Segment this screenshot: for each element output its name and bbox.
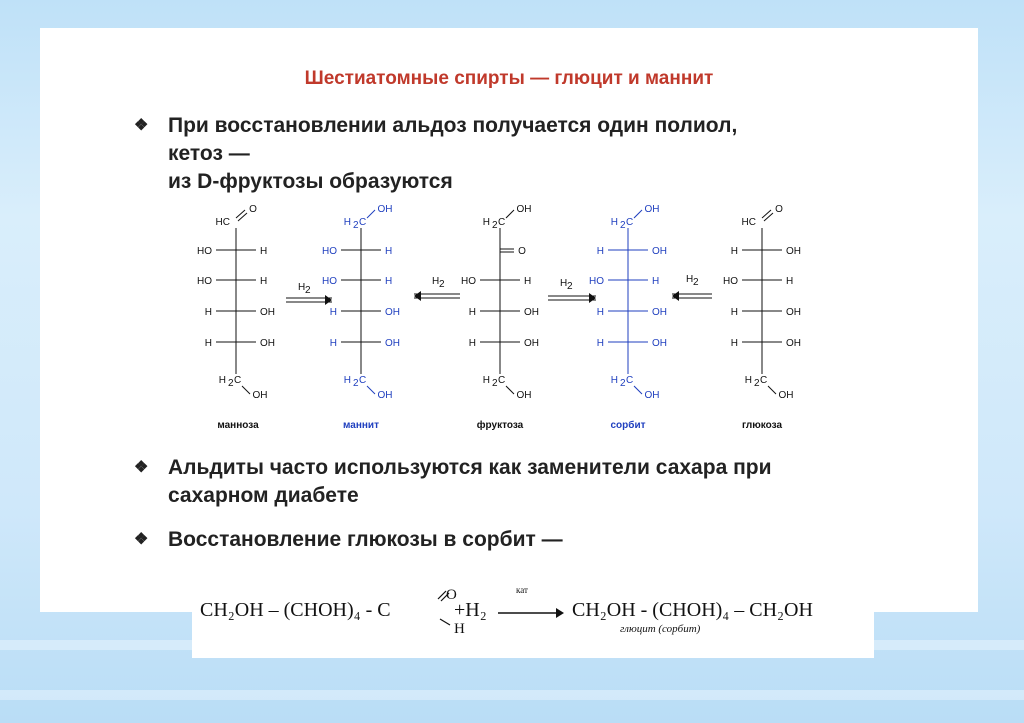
sorbitol-row-right: OH (652, 307, 667, 318)
fructose-top-oh: OH (516, 204, 532, 215)
glucose-bot-sub: 2 (754, 378, 760, 389)
reaction-arrow-icon (496, 605, 566, 621)
mannitol-row-left: HO (322, 276, 337, 287)
mannitol-bot-c: C (359, 375, 367, 386)
equation-plus-h2: +H₂ (454, 599, 487, 621)
bullet-diamond-icon: ❖ (134, 117, 149, 134)
compound-label: сорбит (610, 420, 646, 431)
bullet-1-line-3: из D-фруктозы образуются (168, 170, 453, 193)
sorbitol-row-left: HO (589, 276, 604, 287)
equation-right: CH₂OH - (CHOH)₄ – CH₂OH (572, 599, 813, 621)
fructose-top-sub: 2 (492, 220, 498, 231)
equation-caption: глюцит (сорбит) (620, 623, 701, 635)
glucose-row-left: H (730, 338, 738, 349)
mannose-top-hc: HC (215, 217, 230, 228)
glucose-row-right: OH (786, 338, 801, 349)
sorbitol-top-oh: OH (644, 204, 660, 215)
glucose-co-bond (764, 213, 773, 221)
sorbitol-row-right: OH (652, 338, 667, 349)
glucose-row-left: H (730, 307, 738, 318)
h2-label: H (686, 274, 694, 285)
fructose-top-h: H (482, 217, 490, 228)
arrow-glucose-to-sorbitol-head (672, 291, 679, 301)
mannose-row-left: HO (197, 246, 212, 257)
aldehyde-hydrogen: H (454, 621, 465, 637)
glucose-bot-bond (768, 386, 776, 394)
mannose-row-left: H (204, 307, 212, 318)
aldehyde-oxygen: O (446, 587, 457, 603)
fructose-row-left: HO (461, 276, 476, 287)
sorbitol-bot-c: C (626, 375, 634, 386)
mannitol-top-bond (367, 210, 375, 218)
glucose-row-right: H (786, 276, 794, 287)
mannose-co-bond (236, 210, 245, 218)
bullet-diamond-icon: ❖ (134, 459, 149, 476)
fructose-bot-bond (506, 386, 514, 394)
sorbitol-top-sub: 2 (620, 220, 626, 231)
fructose-top-bond (506, 210, 514, 218)
bullet-3-line-1: Восстановление глюкозы в сорбит — (168, 528, 563, 551)
sorbitol-top-h: H (610, 217, 618, 228)
mannose-co-bond (238, 213, 247, 221)
h2-label-sub: 2 (693, 277, 699, 288)
sorbitol-bot-h: H (610, 375, 618, 386)
fructose-bot-sub: 2 (492, 378, 498, 389)
background-stripe (0, 690, 1024, 700)
sorbitol-row-right: H (652, 276, 660, 287)
fructose-top-c: C (498, 217, 506, 228)
bullet-diamond-icon: ❖ (134, 531, 149, 548)
mannose-row-right: H (260, 276, 268, 287)
fructose-row-right: OH (524, 338, 539, 349)
mannitol-top-c: C (359, 217, 367, 228)
glucose-top-hc: HC (741, 217, 756, 228)
bullet-2-line-2: сахарном диабете (168, 484, 359, 507)
sorbitol-top-bond (634, 210, 642, 218)
mannose-row-left: HO (197, 276, 212, 287)
fructose-row-left: H (468, 338, 476, 349)
glucose-row-left: HO (723, 276, 738, 287)
mannitol-bot-bond (367, 386, 375, 394)
compound-label: глюкоза (741, 420, 783, 431)
mannose-top-o: O (249, 204, 257, 215)
fructose-bot-oh: OH (516, 390, 532, 401)
mannitol-top-sub: 2 (353, 220, 359, 231)
sorbitol-row-left: H (596, 246, 604, 257)
mannose-row-right: OH (260, 338, 275, 349)
mannitol-top-h: H (343, 217, 351, 228)
bullet-1-line-1: При восстановлении альдоз получается один полиол, (168, 114, 738, 137)
mannitol-bot-h: H (343, 375, 351, 386)
sorbitol-row-left: H (596, 307, 604, 318)
glucose-co-bond (762, 210, 771, 218)
mannitol-bot-oh: OH (377, 390, 393, 401)
h2-label: H (298, 282, 306, 293)
h2-label-sub: 2 (567, 281, 573, 292)
compound-label: фруктоза (476, 420, 524, 431)
sorbitol-row-left: H (596, 338, 604, 349)
mannose-bot-sub: 2 (228, 378, 234, 389)
mannitol-row-right: OH (385, 338, 400, 349)
compound-label: маннит (343, 420, 379, 431)
glucose-bot-oh: OH (778, 390, 794, 401)
mannose-row-right: OH (260, 307, 275, 318)
fructose-keto-o: O (518, 246, 526, 257)
mannitol-row-left: H (329, 338, 337, 349)
mannitol-row-right: H (385, 276, 393, 287)
sorbitol-bot-oh: OH (644, 390, 660, 401)
bullet-1-line-2: кетоз — (168, 142, 250, 165)
sorbitol-bot-bond (634, 386, 642, 394)
mannitol-row-right: H (385, 246, 393, 257)
glucose-bot-c: C (760, 375, 768, 386)
reaction-scheme (40, 28, 978, 612)
equation-left: CH₂OH – (CHOH)₄ - C (200, 599, 391, 621)
glucose-row-right: OH (786, 246, 801, 257)
fructose-bot-h: H (482, 375, 490, 386)
mannose-bot-oh: OH (252, 390, 268, 401)
mannitol-bot-sub: 2 (353, 378, 359, 389)
mannitol-row-left: H (329, 307, 337, 318)
slide-title: Шестиатомные спирты — глюцит и маннит (304, 68, 714, 89)
arrow-mannose-to-mannitol-head (325, 295, 332, 305)
glucose-top-o: O (775, 204, 783, 215)
equation-box (192, 585, 874, 658)
sorbitol-row-right: OH (652, 246, 667, 257)
mannose-bot-h: H (218, 375, 226, 386)
slide (40, 28, 978, 612)
arrow-fructose-to-mannitol-head (414, 291, 421, 301)
h2-label-sub: 2 (439, 279, 445, 290)
h2-label: H (560, 278, 568, 289)
mannitol-row-left: HO (322, 246, 337, 257)
mannitol-row-right: OH (385, 307, 400, 318)
sorbitol-bot-sub: 2 (620, 378, 626, 389)
arrow-fructose-to-sorbitol-head (589, 293, 596, 303)
bullet-2-line-1: Альдиты часто используются как заменители сахара при (168, 456, 772, 479)
aldehyde-bonds (426, 589, 456, 629)
glucose-bot-h: H (744, 375, 752, 386)
compound-label: манноза (217, 420, 259, 431)
mannitol-top-oh: OH (377, 204, 393, 215)
fructose-bot-c: C (498, 375, 506, 386)
fructose-row-right: H (524, 276, 532, 287)
fructose-row-right: OH (524, 307, 539, 318)
fructose-row-left: H (468, 307, 476, 318)
mannose-row-left: H (204, 338, 212, 349)
sorbitol-top-c: C (626, 217, 634, 228)
catalyst-label: кат (516, 585, 528, 595)
mannose-bot-bond (242, 386, 250, 394)
mannose-bot-c: C (234, 375, 242, 386)
h2-label-sub: 2 (305, 285, 311, 296)
mannose-row-right: H (260, 246, 268, 257)
glucose-row-right: OH (786, 307, 801, 318)
glucose-row-left: H (730, 246, 738, 257)
h2-label: H (432, 276, 440, 287)
